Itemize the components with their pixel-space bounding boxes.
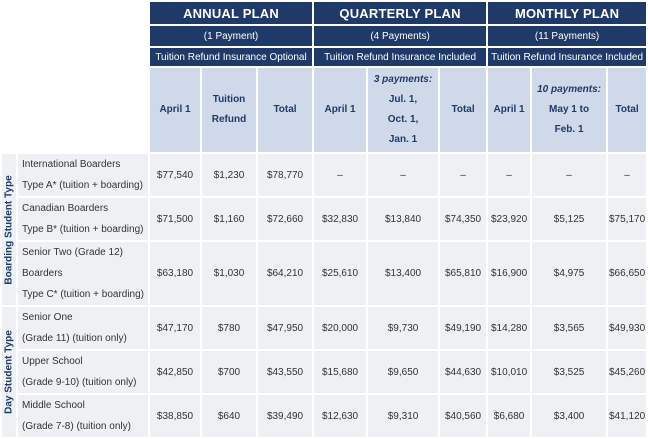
quarterly-plan-insurance: Tuition Refund Insurance Included: [314, 48, 486, 66]
table-cell: $4,975: [532, 242, 606, 305]
annual-plan-payments: (1 Payment): [150, 26, 312, 46]
quarterly-installment-dates: Jul. 1, Oct. 1, Jan. 1: [387, 94, 419, 145]
table-cell: $640: [202, 395, 256, 437]
table-cell: $39,490: [258, 395, 312, 437]
group-label: Day Student Type: [3, 330, 15, 414]
table-cell: $43,550: [258, 351, 312, 393]
monthly-plan-insurance: Tuition Refund Insurance Included: [488, 48, 646, 66]
table-cell: $41,120: [608, 395, 646, 437]
table-cell: –: [488, 154, 530, 196]
table-cell: $75,170: [608, 198, 646, 240]
table-cell: $13,400: [368, 242, 438, 305]
table-cell: $16,900: [488, 242, 530, 305]
table-cell: $3,525: [532, 351, 606, 393]
table-cell: $6,680: [488, 395, 530, 437]
row-label: International Boarders Type A* (tuition + boarding): [18, 154, 148, 196]
monthly-installment-note: 10 payments:: [537, 84, 602, 95]
col-quarterly-april: April 1: [314, 68, 366, 152]
table-cell: $66,650: [608, 242, 646, 305]
col-monthly-installments: [532, 68, 606, 152]
col-monthly-total: Total: [608, 68, 646, 152]
table-cell: $20,000: [314, 307, 366, 349]
annual-plan-title: ANNUAL PLAN: [150, 2, 312, 24]
table-row: [2, 242, 646, 305]
day-group-label-cell: [2, 307, 16, 437]
table-cell: –: [368, 154, 438, 196]
col-quarterly-installments: [368, 68, 438, 152]
header-corner: [2, 2, 148, 66]
table-cell: $71,500: [150, 198, 200, 240]
table-cell: $5,125: [532, 198, 606, 240]
table-cell: $44,630: [440, 351, 486, 393]
table-cell: $15,680: [314, 351, 366, 393]
table-cell: $40,560: [440, 395, 486, 437]
table-cell: $700: [202, 351, 256, 393]
quarterly-plan-title: QUARTERLY PLAN: [314, 2, 486, 24]
table-cell: $77,540: [150, 154, 200, 196]
table-cell: $780: [202, 307, 256, 349]
table-row: [2, 154, 646, 196]
table-cell: $9,310: [368, 395, 438, 437]
table-cell: $1,230: [202, 154, 256, 196]
table-cell: –: [440, 154, 486, 196]
row-label: Middle School (Grade 7-8) (tuition only): [18, 395, 148, 437]
col-annual-total: Total: [258, 68, 312, 152]
table-row: [2, 307, 646, 349]
table-cell: $3,565: [532, 307, 606, 349]
table-cell: –: [608, 154, 646, 196]
table-cell: $32,830: [314, 198, 366, 240]
col-annual-april: April 1: [150, 68, 200, 152]
table-cell: $38,850: [150, 395, 200, 437]
boarding-group-label-cell: [2, 154, 16, 305]
table-cell: $13,840: [368, 198, 438, 240]
monthly-installment-dates: May 1 to Feb. 1: [549, 104, 590, 135]
table-cell: $49,930: [608, 307, 646, 349]
table-cell: $1,160: [202, 198, 256, 240]
table-cell: –: [314, 154, 366, 196]
table-row: [2, 198, 646, 240]
row-label: Senior One (Grade 11) (tuition only): [18, 307, 148, 349]
table-cell: $65,810: [440, 242, 486, 305]
table-cell: $63,180: [150, 242, 200, 305]
table-cell: $12,630: [314, 395, 366, 437]
annual-plan-insurance: Tuition Refund Insurance Optional: [150, 48, 312, 66]
table-cell: $47,950: [258, 307, 312, 349]
quarterly-installment-note: 3 payments:: [373, 74, 433, 85]
table-cell: $14,280: [488, 307, 530, 349]
table-cell: $49,190: [440, 307, 486, 349]
table-cell: $64,210: [258, 242, 312, 305]
row-label: Canadian Boarders Type B* (tuition + boarding): [18, 198, 148, 240]
col-quarterly-total: Total: [440, 68, 486, 152]
col-annual-tuition-refund: Tuition Refund: [202, 68, 256, 152]
table-cell: $45,260: [608, 351, 646, 393]
table-cell: $3,400: [532, 395, 606, 437]
table-cell: $25,610: [314, 242, 366, 305]
table-cell: $72,660: [258, 198, 312, 240]
row-label: Upper School (Grade 9-10) (tuition only): [18, 351, 148, 393]
table-cell: $74,350: [440, 198, 486, 240]
table-cell: $78,770: [258, 154, 312, 196]
table-cell: $47,170: [150, 307, 200, 349]
col-monthly-april: April 1: [488, 68, 530, 152]
table-row: [2, 395, 646, 437]
table-cell: $23,920: [488, 198, 530, 240]
quarterly-plan-payments: (4 Payments): [314, 26, 486, 46]
table-cell: $9,650: [368, 351, 438, 393]
table-cell: $1,030: [202, 242, 256, 305]
table-cell: $9,730: [368, 307, 438, 349]
group-label: Boarding Student Type: [3, 174, 15, 285]
row-label: Senior Two (Grade 12) Boarders Type C* (tuition + boarding): [18, 242, 148, 305]
monthly-plan-payments: (11 Payments): [488, 26, 646, 46]
column-header-corner: [2, 68, 148, 152]
table-row: [2, 351, 646, 393]
table-cell: –: [532, 154, 606, 196]
table-cell: $10,010: [488, 351, 530, 393]
table-cell: $42,850: [150, 351, 200, 393]
monthly-plan-title: MONTHLY PLAN: [488, 2, 646, 24]
